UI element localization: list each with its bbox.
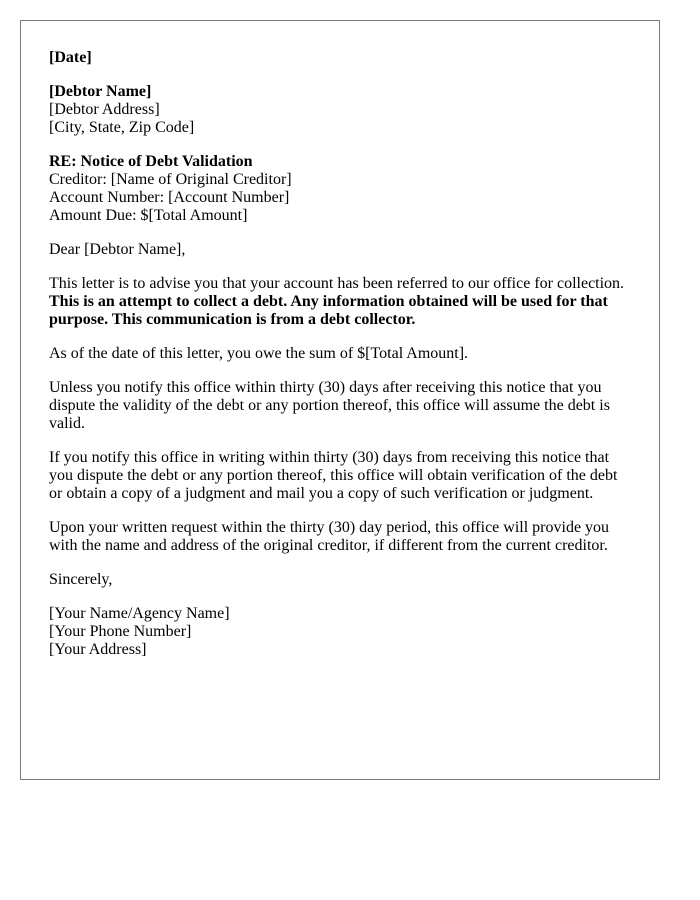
paragraph-4 xyxy=(49,449,631,503)
debtor-address: [Debtor Address] xyxy=(49,101,160,118)
re-creditor: Creditor: [Name of Original Creditor] xyxy=(49,171,292,188)
salutation-block xyxy=(49,241,631,259)
signature-phone: [Your Phone Number] xyxy=(49,623,192,640)
re-amount-due: Amount Due: $[Total Amount] xyxy=(49,207,248,224)
closing-block xyxy=(49,571,631,589)
signature-name: [Your Name/Agency Name] xyxy=(49,605,230,622)
re-block xyxy=(49,153,631,225)
debtor-name: [Debtor Name] xyxy=(49,83,152,100)
re-subject: RE: Notice of Debt Validation xyxy=(49,153,253,170)
paragraph-5 xyxy=(49,519,631,555)
paragraph-1 xyxy=(49,275,631,329)
signature-block xyxy=(49,605,631,659)
paragraph-5-text: Upon your written request within the thirty (30) day period, this office will provide you with the name and address of the original creditor, if different from the current creditor. xyxy=(49,519,610,554)
paragraph-2-text: As of the date of this letter, you owe the sum of $[Total Amount]. xyxy=(49,345,469,362)
debtor-city-state-zip: [City, State, Zip Code] xyxy=(49,119,195,136)
paragraph-3-text: Unless you notify this office within thirty (30) days after receiving this notice that you dispute the validity of the debt or any portion thereof, this office will assume the debt is valid. xyxy=(49,379,610,432)
re-account-number: Account Number: [Account Number] xyxy=(49,189,290,206)
paragraph-1-normal: This letter is to advise you that your account has been referred to our office for collection. xyxy=(49,275,625,292)
signature-address: [Your Address] xyxy=(49,641,147,658)
closing: Sincerely, xyxy=(49,571,113,588)
paragraph-4-text: If you notify this office in writing within thirty (30) days from receiving this notice that you dispute the debt or any portion thereof, this office will obtain verification of the debt or obtain a copy of a judgment and mail you a copy of such verification or judgment. xyxy=(49,449,618,502)
paragraph-1-text xyxy=(49,275,631,329)
letter-page xyxy=(20,20,660,780)
letter-date: [Date] xyxy=(49,49,92,66)
date-block xyxy=(49,49,631,67)
paragraph-3 xyxy=(49,379,631,433)
paragraph-2 xyxy=(49,345,631,363)
paragraph-1-bold: This is an attempt to collect a debt. Any information obtained will be used for that purpose. This communication is from a debt collector. xyxy=(49,293,608,328)
debtor-address-block xyxy=(49,83,631,137)
salutation: Dear [Debtor Name], xyxy=(49,241,186,258)
